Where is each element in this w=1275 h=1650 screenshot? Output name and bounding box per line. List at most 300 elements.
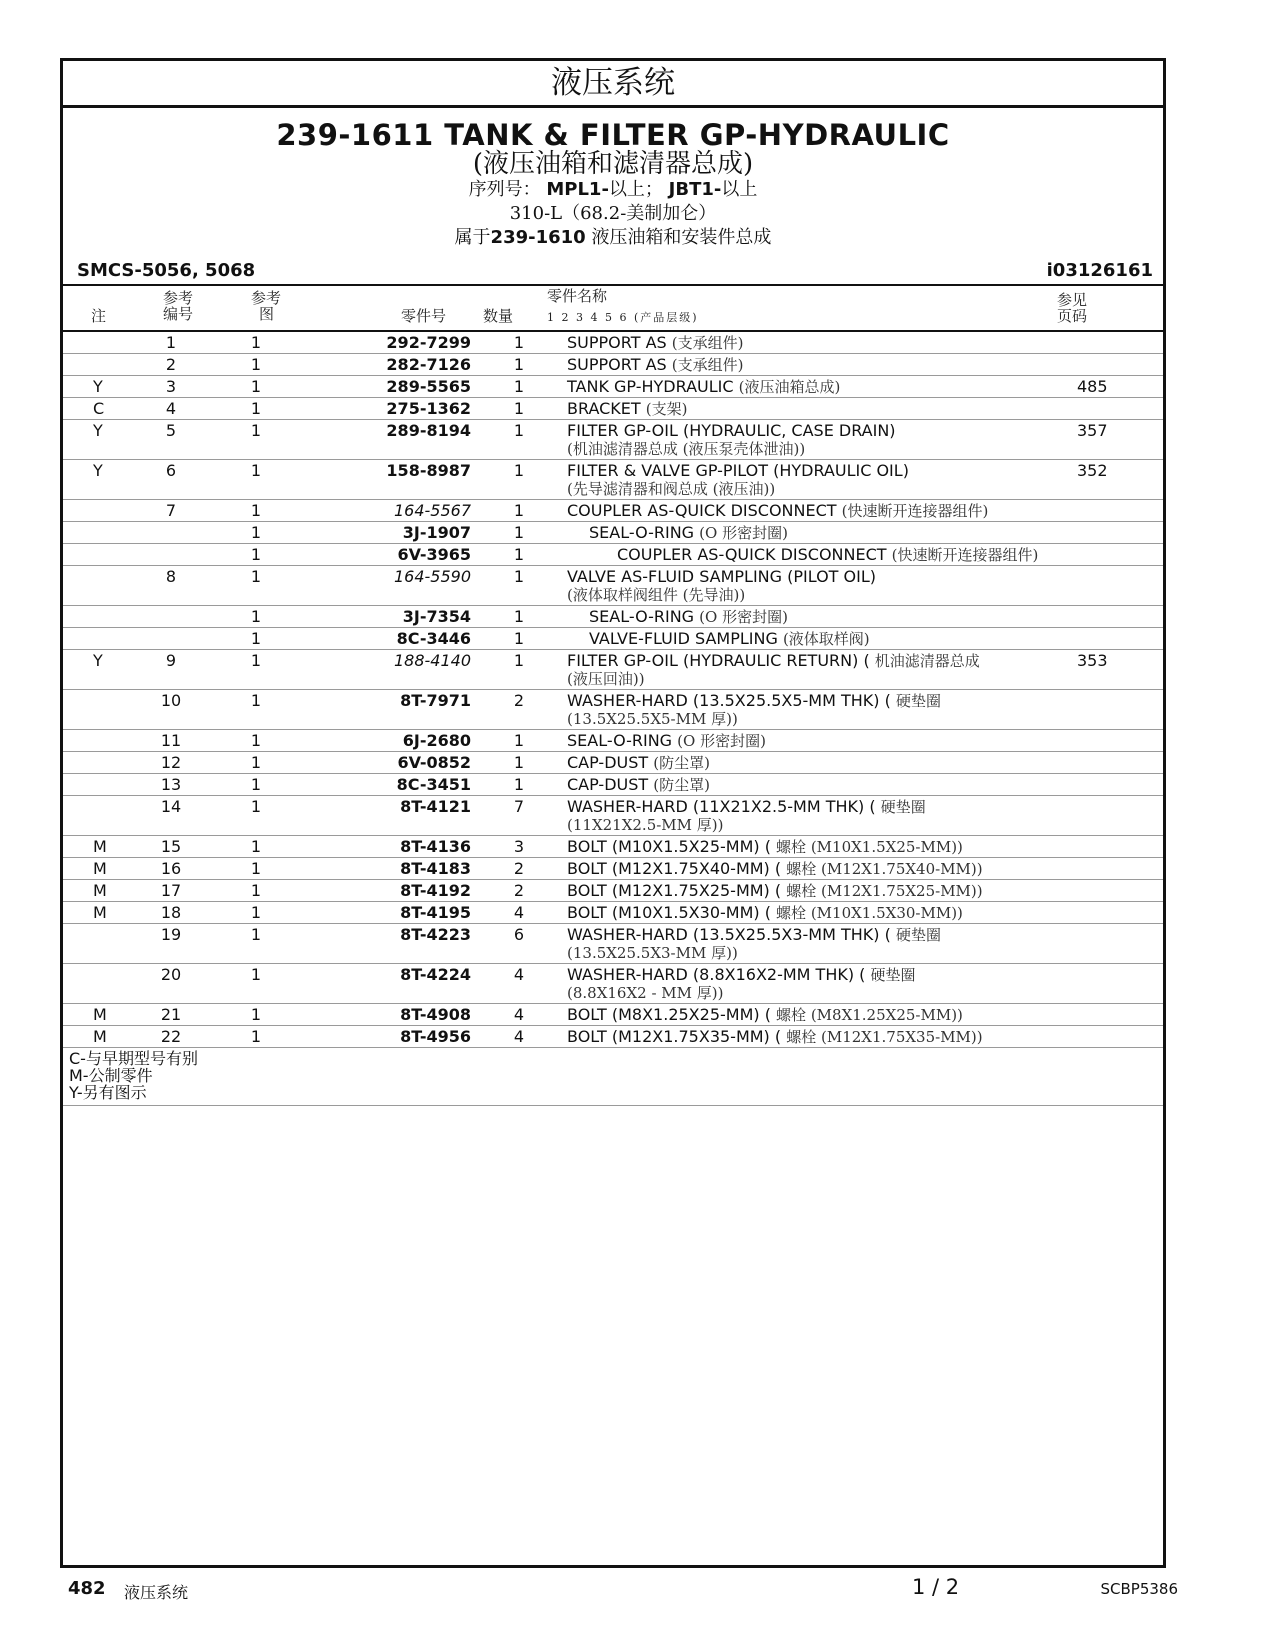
row-see-page: 485: [1077, 376, 1163, 398]
col-ref-bottom: 编号: [163, 305, 194, 323]
row-note: [63, 522, 131, 544]
row-note: Y: [63, 650, 131, 690]
row-part-number: 275-1362: [301, 398, 471, 420]
footer-section: 液压系统: [124, 1583, 189, 1602]
legend: [63, 1048, 1163, 1106]
part-name-zh: (O 形密封圈): [699, 608, 788, 626]
row-figure: 1: [211, 880, 301, 902]
row-quantity: 1: [471, 774, 567, 796]
part-name-zh: (液压油箱总成): [738, 378, 841, 396]
legend-text: 与早期型号有别: [85, 1049, 198, 1068]
part-name-en: VALVE AS-FLUID SAMPLING (PILOT OIL): [567, 567, 877, 586]
belongs-line: [63, 226, 1163, 250]
row-figure: 1: [211, 796, 301, 836]
row-part-name: [567, 690, 1077, 730]
row-note: [63, 606, 131, 628]
part-name-zh: (支架): [645, 400, 688, 418]
part-name-en: SUPPORT AS: [567, 355, 667, 374]
part-name-zh: 硬垫圈: [895, 926, 941, 944]
row-see-page: [1077, 902, 1163, 924]
part-name-en: BRACKET: [567, 399, 641, 418]
row-quantity: 2: [471, 690, 567, 730]
row-note: [63, 730, 131, 752]
row-ref-number: 16: [131, 858, 211, 880]
col-page-top: 参见: [1057, 291, 1088, 309]
table-row: [63, 752, 1163, 774]
row-quantity: 1: [471, 566, 567, 606]
part-name-zh-line2: (8.8X16X2 - MM 厚)): [567, 984, 724, 1002]
smcs-codes: SMCS-5056, 5068: [77, 260, 256, 281]
row-quantity: 1: [471, 398, 567, 420]
part-name-zh: (支承组件): [671, 356, 744, 374]
table-row: [63, 332, 1163, 354]
row-quantity: 2: [471, 858, 567, 880]
table-row: [63, 420, 1163, 460]
row-part-name: [567, 1004, 1077, 1026]
page-number: 482: [68, 1578, 106, 1599]
row-part-name: [567, 420, 1077, 460]
part-name-zh: 螺栓 (M8X1.25X25-MM)): [776, 1006, 963, 1024]
row-ref-number: 8: [131, 566, 211, 606]
table-row: [63, 796, 1163, 836]
row-see-page: [1077, 398, 1163, 420]
col-levels-suffix: (产品层级): [633, 311, 699, 324]
part-name-en: WASHER-HARD (13.5X25.5X5-MM THK) (: [567, 691, 891, 710]
row-part-number: 8T-4956: [301, 1026, 471, 1048]
part-name-en: FILTER GP-OIL (HYDRAULIC, CASE DRAIN): [567, 421, 896, 440]
row-part-number: 3J-1907: [301, 522, 471, 544]
row-figure: 1: [211, 858, 301, 880]
row-part-number: 8T-4121: [301, 796, 471, 836]
row-see-page: [1077, 690, 1163, 730]
part-name-zh: 螺栓 (M12X1.75X25-MM)): [786, 882, 983, 900]
part-name-zh-line2: (11X21X2.5-MM 厚)): [567, 816, 724, 834]
row-part-number: 289-5565: [301, 376, 471, 398]
row-see-page: [1077, 752, 1163, 774]
row-note: M: [63, 880, 131, 902]
page-of: 1 / 2: [912, 1575, 960, 1599]
table-row: [63, 354, 1163, 376]
row-quantity: 1: [471, 420, 567, 460]
row-ref-number: [131, 522, 211, 544]
table-row: [63, 398, 1163, 420]
row-figure: 1: [211, 964, 301, 1004]
part-name-en: CAP-DUST: [567, 753, 649, 772]
col-levels-numbers: 1 2 3 4 5 6: [547, 311, 629, 324]
table-row: [63, 774, 1163, 796]
row-note: [63, 690, 131, 730]
row-ref-number: 14: [131, 796, 211, 836]
row-note: [63, 566, 131, 606]
row-ref-number: 7: [131, 500, 211, 522]
parts-table-body: [63, 332, 1163, 1048]
row-see-page: [1077, 1004, 1163, 1026]
row-figure: 1: [211, 924, 301, 964]
row-part-name: [567, 796, 1077, 836]
col-qty: 数量: [483, 307, 514, 325]
row-part-number: 6V-3965: [301, 544, 471, 566]
column-headers: [63, 286, 1163, 332]
row-part-name: [567, 376, 1077, 398]
row-part-name: [567, 650, 1077, 690]
table-row: [63, 858, 1163, 880]
part-name-zh-line2: (液压回油)): [567, 670, 645, 688]
row-note: [63, 628, 131, 650]
col-page-bottom: 页码: [1057, 307, 1088, 325]
row-part-name: [567, 522, 1077, 544]
row-ref-number: 3: [131, 376, 211, 398]
row-part-name: [567, 460, 1077, 500]
row-quantity: 6: [471, 924, 567, 964]
row-quantity: 1: [471, 460, 567, 500]
row-see-page: [1077, 858, 1163, 880]
table-row: [63, 880, 1163, 902]
row-quantity: 4: [471, 902, 567, 924]
row-part-name: [567, 566, 1077, 606]
table-row: [63, 1004, 1163, 1026]
row-part-name: [567, 924, 1077, 964]
table-row: [63, 730, 1163, 752]
table-row: [63, 690, 1163, 730]
table-row: [63, 566, 1163, 606]
row-figure: 1: [211, 332, 301, 354]
row-part-number: 8T-7971: [301, 690, 471, 730]
row-quantity: 4: [471, 1026, 567, 1048]
row-see-page: [1077, 544, 1163, 566]
row-part-number: 158-8987: [301, 460, 471, 500]
part-name-en: SEAL-O-RING: [567, 731, 673, 750]
row-part-number: 8T-4192: [301, 880, 471, 902]
row-see-page: [1077, 354, 1163, 376]
row-note: [63, 924, 131, 964]
part-name-en: COUPLER AS-QUICK DISCONNECT: [617, 545, 887, 564]
part-name-en: SUPPORT AS: [567, 333, 667, 352]
legend-code: C-: [69, 1049, 86, 1068]
row-ref-number: 21: [131, 1004, 211, 1026]
row-part-name: [567, 544, 1077, 566]
row-note: M: [63, 1026, 131, 1048]
row-part-number: 282-7126: [301, 354, 471, 376]
row-part-number: 8T-4183: [301, 858, 471, 880]
row-note: [63, 544, 131, 566]
part-name-en: BOLT (M12X1.75X25-MM) (: [567, 881, 782, 900]
part-name-en: TANK GP-HYDRAULIC: [567, 377, 734, 396]
table-row: [63, 606, 1163, 628]
row-figure: 1: [211, 1026, 301, 1048]
row-figure: 1: [211, 730, 301, 752]
part-name-en: VALVE-FLUID SAMPLING: [589, 629, 778, 648]
row-note: C: [63, 398, 131, 420]
row-part-name: [567, 1026, 1077, 1048]
part-name-zh: (快速断开连接器组件): [891, 546, 1039, 564]
row-quantity: 4: [471, 964, 567, 1004]
row-ref-number: [131, 628, 211, 650]
row-part-number: 8T-4223: [301, 924, 471, 964]
row-see-page: [1077, 730, 1163, 752]
row-ref-number: 18: [131, 902, 211, 924]
legend-item: [69, 1084, 1163, 1101]
row-part-number: 289-8194: [301, 420, 471, 460]
row-see-page: 357: [1077, 420, 1163, 460]
row-part-number: 8T-4908: [301, 1004, 471, 1026]
row-see-page: [1077, 500, 1163, 522]
row-part-name: [567, 398, 1077, 420]
legend-text: 公制零件: [88, 1066, 153, 1085]
document-id: i03126161: [1046, 260, 1153, 281]
part-name-zh: 螺栓 (M10X1.5X30-MM)): [776, 904, 963, 922]
part-name-zh: (O 形密封圈): [699, 524, 788, 542]
part-name-en: BOLT (M10X1.5X25-MM) (: [567, 837, 771, 856]
row-figure: 1: [211, 902, 301, 924]
row-figure: 1: [211, 774, 301, 796]
row-figure: 1: [211, 354, 301, 376]
row-see-page: [1077, 774, 1163, 796]
row-quantity: 7: [471, 796, 567, 836]
page-frame: [60, 58, 1166, 1568]
row-figure: 1: [211, 628, 301, 650]
row-see-page: [1077, 566, 1163, 606]
row-note: [63, 774, 131, 796]
row-ref-number: 1: [131, 332, 211, 354]
row-part-name: [567, 354, 1077, 376]
part-name-zh: 机油滤清器总成: [874, 652, 980, 670]
part-name-en: BOLT (M12X1.75X35-MM) (: [567, 1027, 782, 1046]
serial-line: [63, 178, 1163, 202]
col-levels: [547, 310, 699, 326]
table-row: [63, 544, 1163, 566]
row-quantity: 1: [471, 606, 567, 628]
serial-b-suffix: 以上: [721, 179, 758, 200]
row-see-page: [1077, 1026, 1163, 1048]
row-note: [63, 500, 131, 522]
row-figure: 1: [211, 690, 301, 730]
table-row: [63, 500, 1163, 522]
row-note: M: [63, 1004, 131, 1026]
row-figure: 1: [211, 544, 301, 566]
row-ref-number: [131, 544, 211, 566]
row-part-name: [567, 730, 1077, 752]
row-see-page: [1077, 836, 1163, 858]
row-part-name: [567, 858, 1077, 880]
part-name-zh: 硬垫圈: [870, 966, 916, 984]
part-name-en: BOLT (M10X1.5X30-MM) (: [567, 903, 771, 922]
part-name-zh-line2: (机油滤清器总成 (液压泵壳体泄油)): [567, 440, 806, 458]
part-name-zh-line2: (液体取样阀组件 (先导油)): [567, 586, 746, 604]
belongs-prefix: 属于: [454, 227, 491, 248]
part-name-en: WASHER-HARD (8.8X16X2-MM THK) (: [567, 965, 866, 984]
row-quantity: 1: [471, 332, 567, 354]
row-part-number: 8C-3446: [301, 628, 471, 650]
row-figure: 1: [211, 420, 301, 460]
part-name-zh: 螺栓 (M12X1.75X35-MM)): [786, 1028, 983, 1046]
part-name-en: COUPLER AS-QUICK DISCONNECT: [567, 501, 837, 520]
section-title: 液压系统: [63, 61, 1163, 108]
row-ref-number: 11: [131, 730, 211, 752]
row-see-page: [1077, 880, 1163, 902]
row-part-number: 292-7299: [301, 332, 471, 354]
row-part-name: [567, 606, 1077, 628]
row-note: [63, 796, 131, 836]
row-see-page: 353: [1077, 650, 1163, 690]
row-part-number: 164-5567: [301, 500, 471, 522]
row-see-page: [1077, 332, 1163, 354]
row-note: [63, 752, 131, 774]
row-quantity: 1: [471, 376, 567, 398]
part-name-zh: (快速断开连接器组件): [841, 502, 989, 520]
row-quantity: 1: [471, 730, 567, 752]
row-figure: 1: [211, 500, 301, 522]
row-see-page: [1077, 964, 1163, 1004]
legend-item: [69, 1067, 1163, 1084]
row-figure: 1: [211, 606, 301, 628]
row-note: Y: [63, 420, 131, 460]
row-part-name: [567, 500, 1077, 522]
row-ref-number: [131, 606, 211, 628]
row-note: [63, 354, 131, 376]
col-part: 零件号: [401, 307, 447, 325]
col-name: 零件名称: [547, 287, 608, 305]
page-footer: [68, 1575, 1178, 1608]
row-figure: 1: [211, 398, 301, 420]
row-ref-number: 19: [131, 924, 211, 964]
row-quantity: 2: [471, 880, 567, 902]
row-part-number: 164-5590: [301, 566, 471, 606]
part-name-en: FILTER & VALVE GP-PILOT (HYDRAULIC OIL): [567, 461, 909, 480]
row-part-name: [567, 902, 1077, 924]
row-ref-number: 5: [131, 420, 211, 460]
row-quantity: 1: [471, 650, 567, 690]
part-name-en: SEAL-O-RING: [589, 607, 695, 626]
serial-label: 序列号：: [468, 179, 541, 200]
col-fig-top: 参考: [251, 289, 282, 307]
serial-a-suffix: 以上；: [608, 179, 663, 200]
row-part-name: [567, 774, 1077, 796]
model-line: 310-L（68.2-美制加仑）: [509, 203, 717, 224]
row-quantity: 4: [471, 1004, 567, 1026]
part-name-en: SEAL-O-RING: [589, 523, 695, 542]
part-name-zh: 螺栓 (M10X1.5X25-MM)): [776, 838, 963, 856]
legend-item: [69, 1050, 1163, 1067]
row-figure: 1: [211, 460, 301, 500]
part-name-en: WASHER-HARD (11X21X2.5-MM THK) (: [567, 797, 876, 816]
table-row: [63, 964, 1163, 1004]
row-part-number: 3J-7354: [301, 606, 471, 628]
row-ref-number: 10: [131, 690, 211, 730]
document-header: [63, 120, 1163, 250]
row-part-number: 6V-0852: [301, 752, 471, 774]
table-row: [63, 460, 1163, 500]
row-part-number: 188-4140: [301, 650, 471, 690]
row-note: Y: [63, 376, 131, 398]
table-row: [63, 1026, 1163, 1048]
row-figure: 1: [211, 522, 301, 544]
row-figure: 1: [211, 752, 301, 774]
part-name-en: BOLT (M8X1.25X25-MM) (: [567, 1005, 771, 1024]
row-see-page: [1077, 606, 1163, 628]
part-name-en: CAP-DUST: [567, 775, 649, 794]
part-name-zh: 硬垫圈: [880, 798, 926, 816]
row-part-number: 8T-4224: [301, 964, 471, 1004]
row-figure: 1: [211, 1004, 301, 1026]
row-quantity: 3: [471, 836, 567, 858]
legend-code: Y-: [69, 1083, 83, 1102]
row-see-page: [1077, 796, 1163, 836]
row-quantity: 1: [471, 354, 567, 376]
table-row: [63, 376, 1163, 398]
row-note: M: [63, 902, 131, 924]
table-row: [63, 836, 1163, 858]
row-part-name: [567, 836, 1077, 858]
row-part-name: [567, 880, 1077, 902]
part-name-en: BOLT (M12X1.75X40-MM) (: [567, 859, 782, 878]
part-name-zh: 螺栓 (M12X1.75X40-MM)): [786, 860, 983, 878]
table-row: [63, 522, 1163, 544]
row-note: Y: [63, 460, 131, 500]
table-row: [63, 902, 1163, 924]
row-ref-number: 4: [131, 398, 211, 420]
row-part-name: [567, 628, 1077, 650]
row-ref-number: 20: [131, 964, 211, 1004]
row-part-number: 8T-4136: [301, 836, 471, 858]
part-name-zh: (防尘罩): [653, 776, 710, 794]
part-name-zh-line2: (先导滤清器和阀总成 (液压油)): [567, 480, 776, 498]
row-note: [63, 332, 131, 354]
legend-text: 另有图示: [82, 1083, 147, 1102]
assembly-subtitle: (液压油箱和滤清器总成): [472, 149, 754, 179]
row-see-page: [1077, 924, 1163, 964]
row-ref-number: 9: [131, 650, 211, 690]
row-ref-number: 17: [131, 880, 211, 902]
belongs-part-number: 239-1610: [490, 227, 586, 248]
part-name-zh: 硬垫圈: [895, 692, 941, 710]
row-see-page: 352: [1077, 460, 1163, 500]
part-name-zh: (支承组件): [671, 334, 744, 352]
row-ref-number: 6: [131, 460, 211, 500]
col-ref-top: 参考: [163, 289, 194, 307]
doc-code: SCBP5386: [1100, 1580, 1178, 1598]
row-part-number: 6J-2680: [301, 730, 471, 752]
part-name-zh: (防尘罩): [653, 754, 710, 772]
row-part-name: [567, 752, 1077, 774]
legend-code: M-: [69, 1066, 89, 1085]
assembly-title: 239-1611 TANK & FILTER GP-HYDRAULIC: [276, 118, 950, 152]
row-quantity: 1: [471, 752, 567, 774]
row-figure: 1: [211, 376, 301, 398]
row-see-page: [1077, 522, 1163, 544]
row-ref-number: 13: [131, 774, 211, 796]
parts-table: [63, 332, 1163, 1048]
table-row: [63, 628, 1163, 650]
row-figure: 1: [211, 836, 301, 858]
table-row: [63, 650, 1163, 690]
part-name-zh: (O 形密封圈): [677, 732, 766, 750]
row-note: [63, 964, 131, 1004]
row-part-name: [567, 332, 1077, 354]
row-quantity: 1: [471, 500, 567, 522]
table-row: [63, 924, 1163, 964]
row-ref-number: 2: [131, 354, 211, 376]
row-quantity: 1: [471, 628, 567, 650]
col-note: 注: [91, 307, 107, 325]
row-quantity: 1: [471, 544, 567, 566]
part-name-zh: (液体取样阀): [782, 630, 870, 648]
row-ref-number: 22: [131, 1026, 211, 1048]
row-note: M: [63, 858, 131, 880]
row-figure: 1: [211, 650, 301, 690]
row-figure: 1: [211, 566, 301, 606]
part-name-en: WASHER-HARD (13.5X25.5X3-MM THK) (: [567, 925, 891, 944]
row-ref-number: 12: [131, 752, 211, 774]
